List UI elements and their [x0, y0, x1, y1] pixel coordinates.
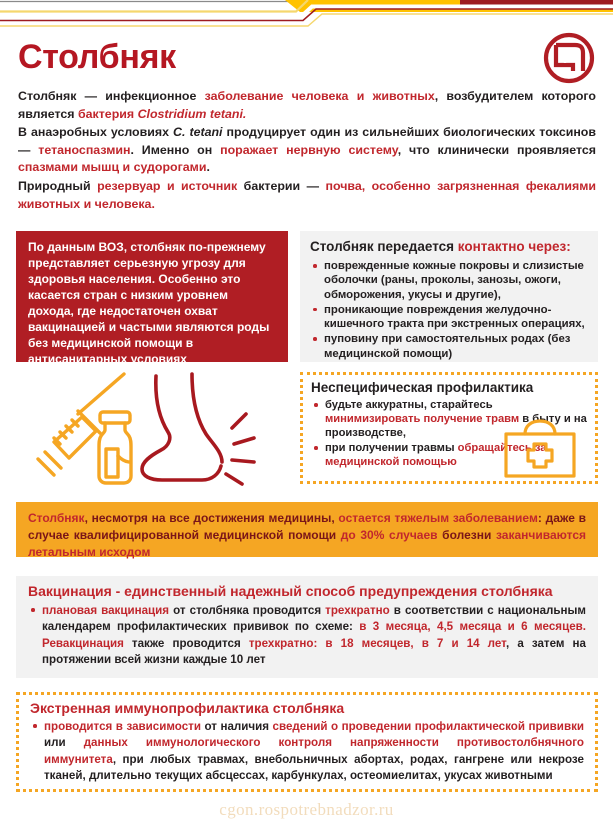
who-statement-box — [16, 231, 288, 366]
who-statement-text: По данным ВОЗ, столбняк по-прежнему представляет серьезную угрозу для здоровья населения. Особенно это касается стран с низким уровнем дохода, где недостаточен охват вакцинацией и частыми являются роды без медицинской помощи в антисанитарных условиях — [28, 240, 270, 366]
lethality-alert-text: Столбняк, несмотря на все достижения медицины, остается тяжелым заболеванием: даже в случае квалифицированной медицинской помощи до 30% случаев болезни заканчиваются летальным исходом — [28, 511, 587, 560]
transmission-panel — [300, 231, 598, 362]
nonspecific-prophylaxis-box — [300, 372, 598, 484]
transmission-list — [310, 259, 588, 361]
vaccination-panel — [16, 576, 598, 678]
list-item: проникающие повреждения желудочно-кишечного тракта при экстренных операциях, — [310, 303, 588, 332]
list-item: плановая вакцинация от столбняка проводится трехкратно в соответствии с национальным календарем профилактических прививок по схеме: в 3 месяца, 4,5 месяца и 6 месяцев. Ревакцинация также проводится трехкратно: в 18 месяцев, в 7 и 14 лет, а затем на протяжении всей жизни каждые 10 лет — [28, 603, 586, 669]
watermark: cgon.rospotrebnadzor.ru — [219, 800, 394, 819]
injured-foot-icon — [142, 374, 254, 484]
emergency-heading: Экстренная иммунопрофилактика столбняка — [30, 700, 345, 716]
intro-paragraphs — [18, 88, 596, 214]
emergency-immunoprophylaxis-box — [16, 692, 598, 792]
list-item: проводится в зависимости от наличия сведений о проведении профилактической прививки или данных иммунологического контроля напряженности противостолбнячного иммунитета, при любых травмах, внебольничных абортах, родах, гангрене или некрозе тканей, длительно текущих абсцессах, карбункулах, остеомиелитах, укусах животными — [30, 719, 584, 785]
intro-paragraph-2: В анаэробных условиях C. tetani продуцирует один из сильнейших биологических токсинов — тетаноспазмин. Именно он поражает нервную систему, что клинически проявляется спазмами мышц и судорогами. — [18, 125, 597, 175]
page-title: Столбняк — [18, 38, 176, 76]
list-item: поврежденные кожные покровы и слизистые оболочки (раны, проколы, занозы, ожоги, обморожения, укусы и другие), — [310, 259, 588, 302]
header-decorative-band — [0, 0, 613, 34]
nonspecific-heading: Неспецифическая профилактика — [311, 380, 534, 395]
emergency-list — [30, 719, 584, 785]
cgon-monogram-logo — [543, 32, 595, 84]
intro-paragraph-3: Природный резервуар и источник бактерии — почва, особенно загрязненная фекалиями животных и человека. — [18, 179, 596, 211]
transmission-heading: Столбняк передается контактно через: — [310, 239, 571, 254]
intro-paragraph-1: Столбняк — инфекционное заболевание человека и животных, возбудителем которого является бактерия Clostridium tetani. — [18, 89, 596, 121]
vaccination-list — [28, 603, 586, 669]
lethality-alert-box — [16, 502, 598, 560]
vaccine-vial-icon — [99, 412, 131, 483]
list-item: будьте аккуратны, старайтесь минимизировать получение травм в быту и на производстве, — [311, 398, 587, 440]
list-item: пуповину при самостоятельных родах (без медицинской помощи) — [310, 332, 588, 361]
list-item: при получении травмы обращайтесь за медицинской помощью — [311, 441, 587, 469]
vaccination-heading: Вакцинация - единственный надежный способ предупреждения столбняка — [28, 583, 553, 599]
first-aid-kit-icon — [501, 417, 579, 479]
illustration-syringe-vial-foot — [16, 370, 288, 488]
